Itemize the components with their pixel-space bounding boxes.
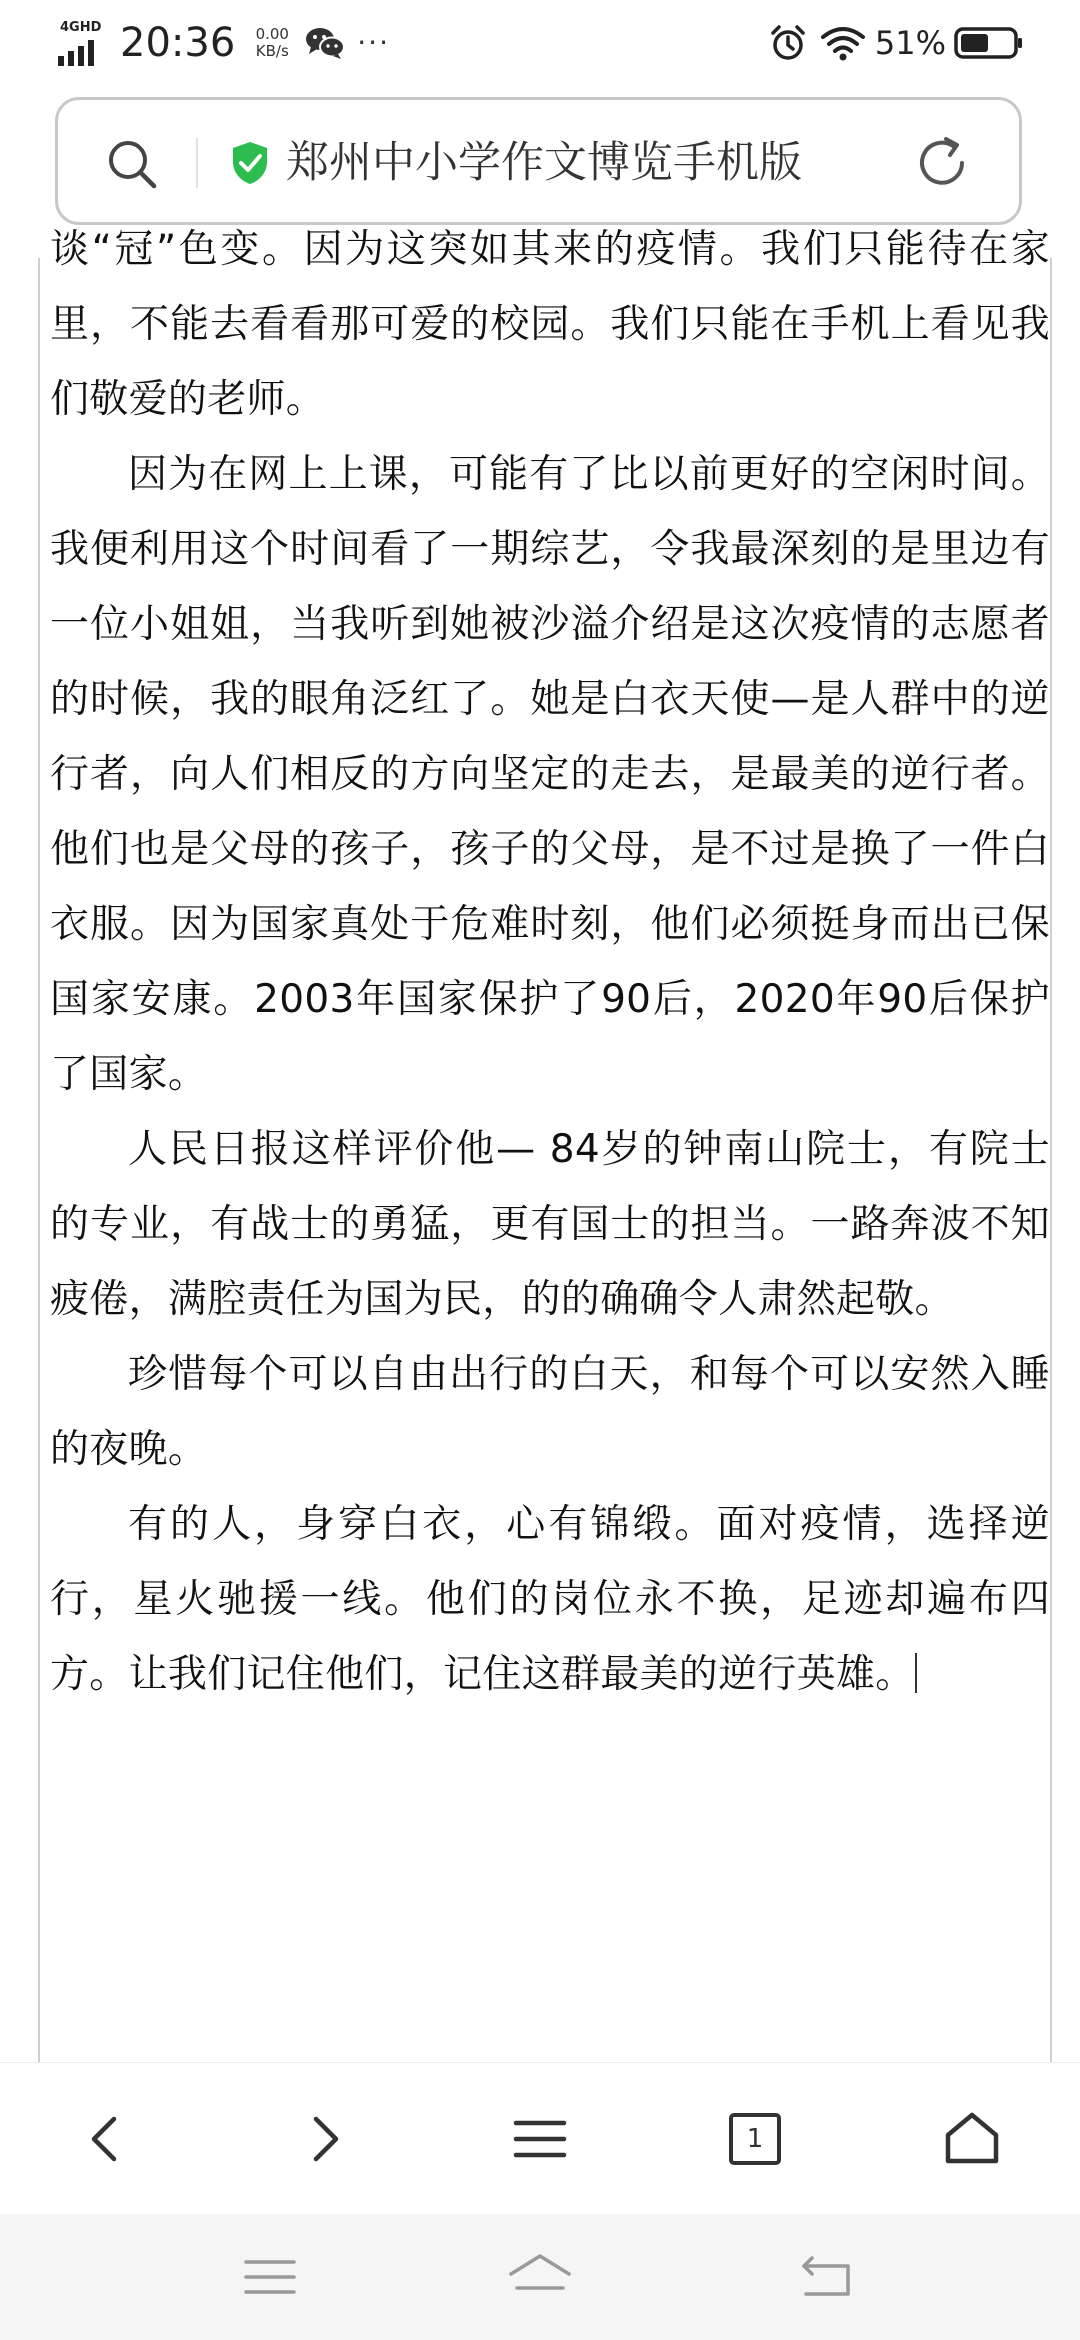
address-bar[interactable] [55,97,1022,225]
tabs-button[interactable] [725,2109,785,2169]
nav-menu-icon[interactable] [240,2250,300,2304]
wechat-icon [305,25,345,61]
clock: 20:36 [120,20,236,66]
article-viewport[interactable] [38,227,1052,2062]
back-icon[interactable] [78,2109,138,2169]
more-notifications-icon: ··· [357,26,390,59]
text-cursor [915,1653,917,1693]
wifi-icon [821,25,865,61]
bottom-toolbar [0,2062,1080,2215]
home-icon[interactable] [942,2109,1002,2169]
forward-icon[interactable] [292,2109,352,2169]
network-type: 4GHD [60,20,102,35]
status-bar [0,0,1080,86]
article-paragraph: 有的人，身穿白衣，心有锦缎。面对疫情，选择逆行，星火驰援一线。他们的岗位永不换，足迹却遍布四方。让我们记住他们，记住这群最美的逆行英雄。 [50,1502,1050,1697]
net-speed-unit: KB/s [255,42,289,60]
nav-home-icon[interactable] [505,2250,575,2304]
tab-count: 1 [746,2124,764,2154]
net-speed [247,26,297,60]
signal-bars-icon [58,40,104,66]
system-nav-bar [0,2214,1080,2340]
article-paragraph: 因为在网上上课，可能有了比以前更好的空闲时间。我便利用这个时间看了一期综艺，令我最深刻的是里边有一位小姐姐，当我听到她被沙溢介绍是这次疫情的志愿者的时候，我的眼角泛红了。她是白衣天使—是人群中的逆行者，向人们相反的方向坚定的走去，是最美的逆行者。他们也是父母的孩子，孩子的父母，是不过是换了一件白衣服。因为国家真处于危难时刻，他们必须挺身而出已保国家安康。2003年国家保护了90后，2020年90后保护了国家。 [50,452,1050,1097]
battery-icon [954,26,1024,60]
alarm-icon [769,24,807,62]
battery-percent: 51% [874,24,946,62]
net-speed-value: 0.00 [255,25,289,43]
status-bar-right [769,20,1024,66]
page-title[interactable]: 郑州中小学作文博览手机版 [286,138,802,188]
signal-icon [58,20,106,66]
article-body [50,212,1050,1712]
nav-back-icon[interactable] [796,2250,856,2304]
search-icon[interactable] [104,136,160,192]
refresh-icon[interactable] [913,134,971,192]
article-paragraph: 人民日报这样评价他— 84岁的钟南山院士，有院士的专业，有战士的勇猛，更有国士的担当。一路奔波不知疲倦，满腔责任为国为民，的的确确令人肃然起敬。 [50,1127,1050,1322]
menu-icon[interactable] [510,2109,570,2169]
status-bar-left [58,18,390,68]
article-paragraph: 珍惜每个可以自由出行的白天，和每个可以安然入睡的夜晚。 [50,1352,1050,1472]
article-paragraph: 谈“冠”色变。因为这突如其来的疫情。我们只能待在家里，不能去看看那可爱的校园。我们只能在手机上看见我们敬爱的老师。 [50,227,1050,422]
shield-check-icon [230,140,270,186]
address-divider [196,138,198,188]
